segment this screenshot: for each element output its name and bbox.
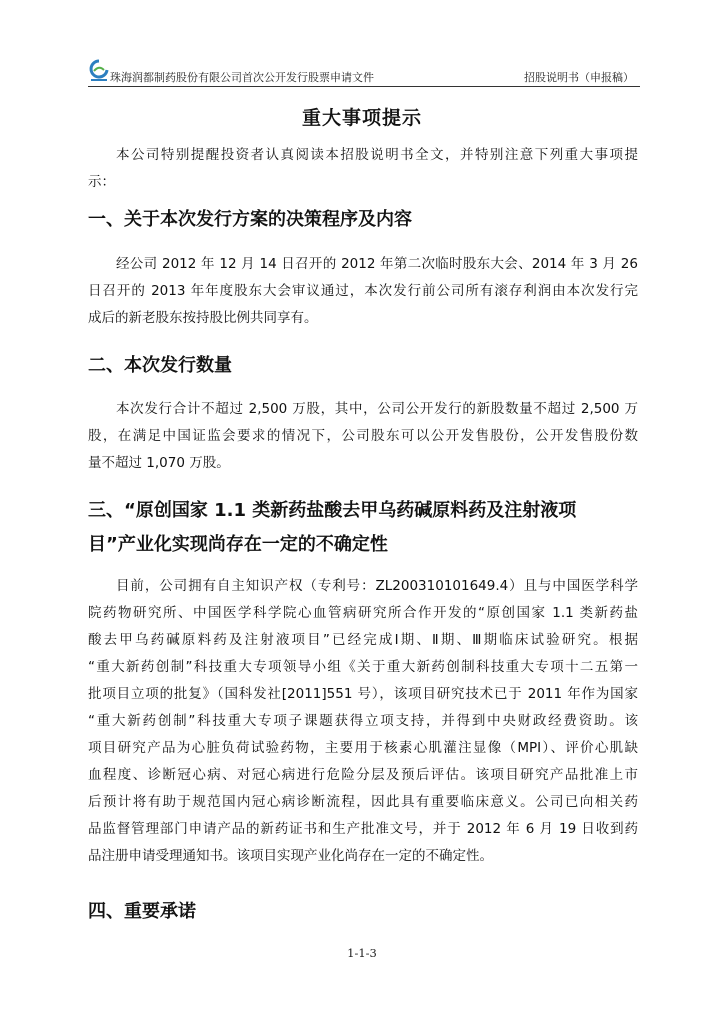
text-line: 目前，公司拥有自主知识产权（专利号：ZL200310101649.4）且与中国医学科学 [116,578,638,594]
text-line: 血程度、诊断冠心病、对冠心病进行危险分层及预后评估。该项目研究产品批准上市 [88,767,638,783]
text-line: 品监督管理部门申请产品的新药证书和生产批准文号，并于 2012 年 6 月 19 日收到药 [88,821,638,837]
section-2-paragraph [88,396,638,477]
page-header [88,56,640,86]
heading-line: 一、关于本次发行方案的决策程序及内容 [88,209,412,230]
header-company-doc: 珠海润都制药股份有限公司首次公开发行股票申请文件 [110,71,374,84]
company-logo-icon [88,58,110,82]
text-line: 量不超过 1,070 万股。 [88,455,230,471]
section-1-paragraph [88,251,638,332]
text-line: 项目研究产品为心脏负荷试验药物，主要用于核素心肌灌注显像（MPI）、评价心肌缺 [88,740,638,756]
text-line: 后预计将有助于规范国内冠心病诊断流程，因此具有重要临床意义。公司已向相关药 [88,794,638,810]
text-line: 品注册申请受理通知书。该项目实现产业化尚存在一定的不确定性。 [88,848,493,864]
text-line: 批项目立项的批复》（国科发社[2011]551 号），该项目研究技术已于 2011 年作为国家 [88,686,638,702]
text-line: “重大新药创制”科技重大专项子课题获得立项支持，并得到中央财政经费资助。该 [88,713,638,729]
heading-line: 三、“原创国家 1.1 类新药盐酸去甲乌药碱原料药及注射液项 [88,500,577,521]
header-doc-type: 招股说明书（申报稿） [524,71,634,84]
text-line: 股，在满足中国证监会要求的情况下，公司股东可以公开发售股份，公开发售股份数 [88,428,638,444]
intro-paragraph [88,142,638,196]
section-heading-4 [88,895,648,929]
heading-line: 四、重要承诺 [88,901,196,922]
text-line: 院药物研究所、中国医学科学院心血管病研究所合作开发的“原创国家 1.1 类新药盐 [88,605,638,621]
page-title: 重大事项提示 [301,107,422,129]
text-line: 本公司特别提醒投资者认真阅读本招股说明书全文，并特别注意下列重大事项提 [116,147,638,163]
section-heading-3 [88,494,648,562]
text-line: 本次发行合计不超过 2,500 万股，其中，公司公开发行的新股数量不超过 2,500 万 [116,401,638,417]
header-divider [88,86,640,87]
section-3-paragraph [88,573,638,870]
text-line: “重大新药创制”科技重大专项领导小组《关于重大新药创制科技重大专项十二五第一 [88,659,638,675]
text-line: 酸去甲乌药碱原料药及注射液项目”已经完成Ⅰ期、Ⅱ期、Ⅲ期临床试验研究。根据 [88,632,638,648]
section-heading-2 [88,349,648,383]
text-line: 经公司 2012 年 12 月 14 日召开的 2012 年第二次临时股东大会、2014 年 3 月 26 [116,256,638,272]
text-line: 示： [88,174,115,190]
section-heading-1 [88,203,648,237]
text-line: 日召开的 2013 年年度股东大会审议通过，本次发行前公司所有滚存利润由本次发行完 [88,283,638,299]
heading-line: 二、本次发行数量 [88,355,232,376]
text-line: 成后的新老股东按持股比例共同享有。 [88,310,318,326]
page-number: 1-1-3 [347,946,377,960]
heading-line: 目”产业化实现尚存在一定的不确定性 [88,534,388,555]
